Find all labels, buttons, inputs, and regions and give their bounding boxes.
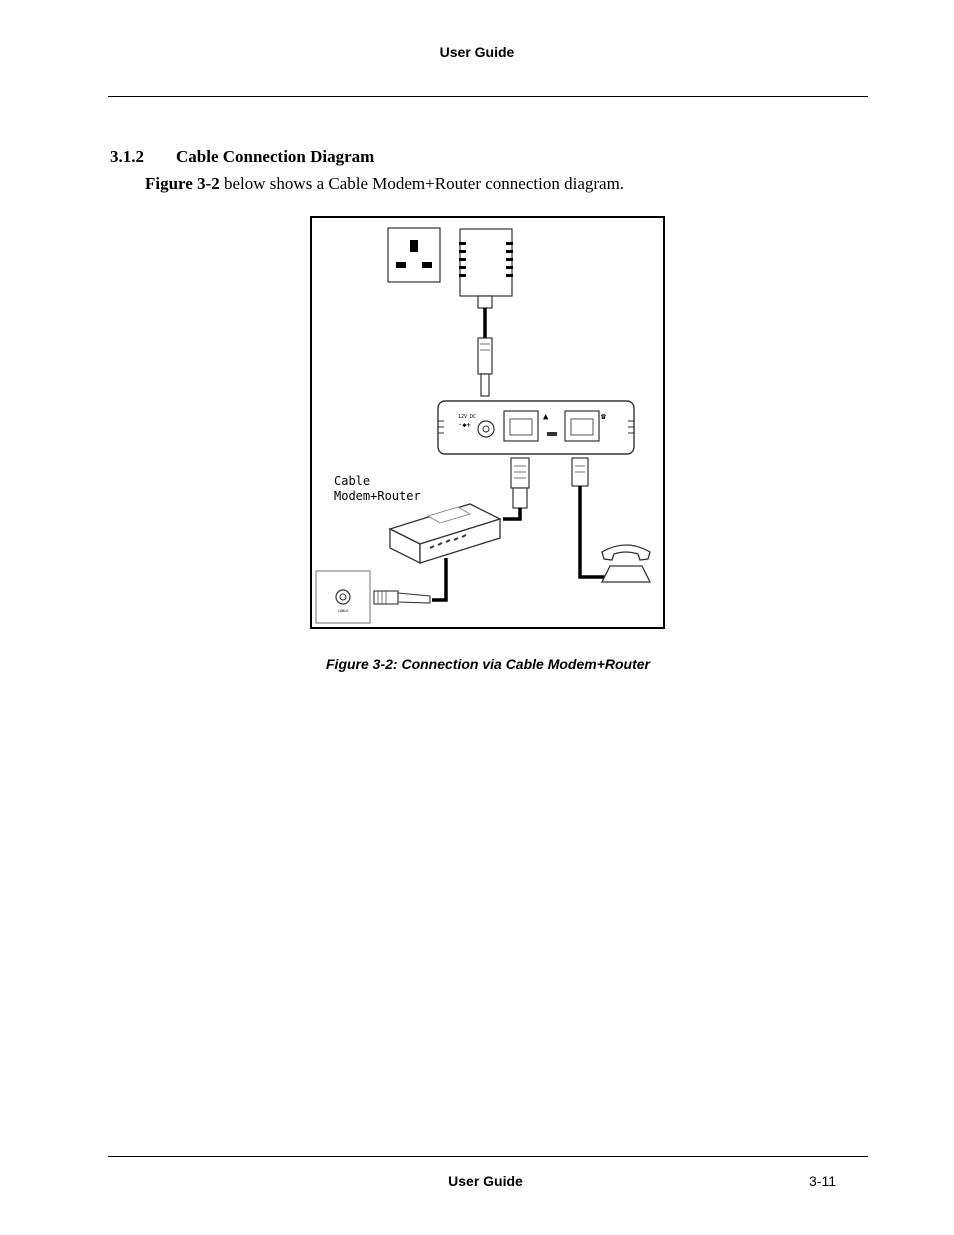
power-outlet-icon <box>388 228 440 282</box>
ethernet-plug-icon <box>511 458 529 508</box>
svg-text:☎: ☎ <box>601 412 606 421</box>
intro-text: below shows a Cable Modem+Router connection diagram. <box>219 174 625 193</box>
intro-paragraph <box>145 174 624 194</box>
page-number: 3-11 <box>809 1173 836 1189</box>
section-heading <box>110 147 374 167</box>
phone-plug-icon <box>572 458 588 486</box>
section-number: 3.1.2 <box>110 147 144 166</box>
connection-diagram <box>310 216 665 629</box>
router-back-panel <box>438 401 634 454</box>
svg-text:12V DC: 12V DC <box>458 414 477 420</box>
footer-rule <box>108 1156 868 1157</box>
power-adapter-icon <box>459 229 513 308</box>
device-label-line2: Modem+Router <box>334 489 421 503</box>
svg-text:▲: ▲ <box>543 412 549 422</box>
page-footer-title: User Guide <box>448 1173 523 1189</box>
section-title: Cable Connection Diagram <box>176 147 375 166</box>
device-label-line1: Cable <box>334 474 371 488</box>
page-header-title: User Guide <box>439 44 515 60</box>
svg-text:CABLE: CABLE <box>338 609 349 613</box>
figure-reference: Figure 3-2 <box>145 174 220 193</box>
figure-caption: Figure 3-2: Connection via Cable Modem+Router <box>326 656 650 672</box>
svg-text:-◆+: -◆+ <box>458 421 471 429</box>
header-rule <box>108 96 868 97</box>
cable-wall-outlet-icon <box>316 571 370 623</box>
